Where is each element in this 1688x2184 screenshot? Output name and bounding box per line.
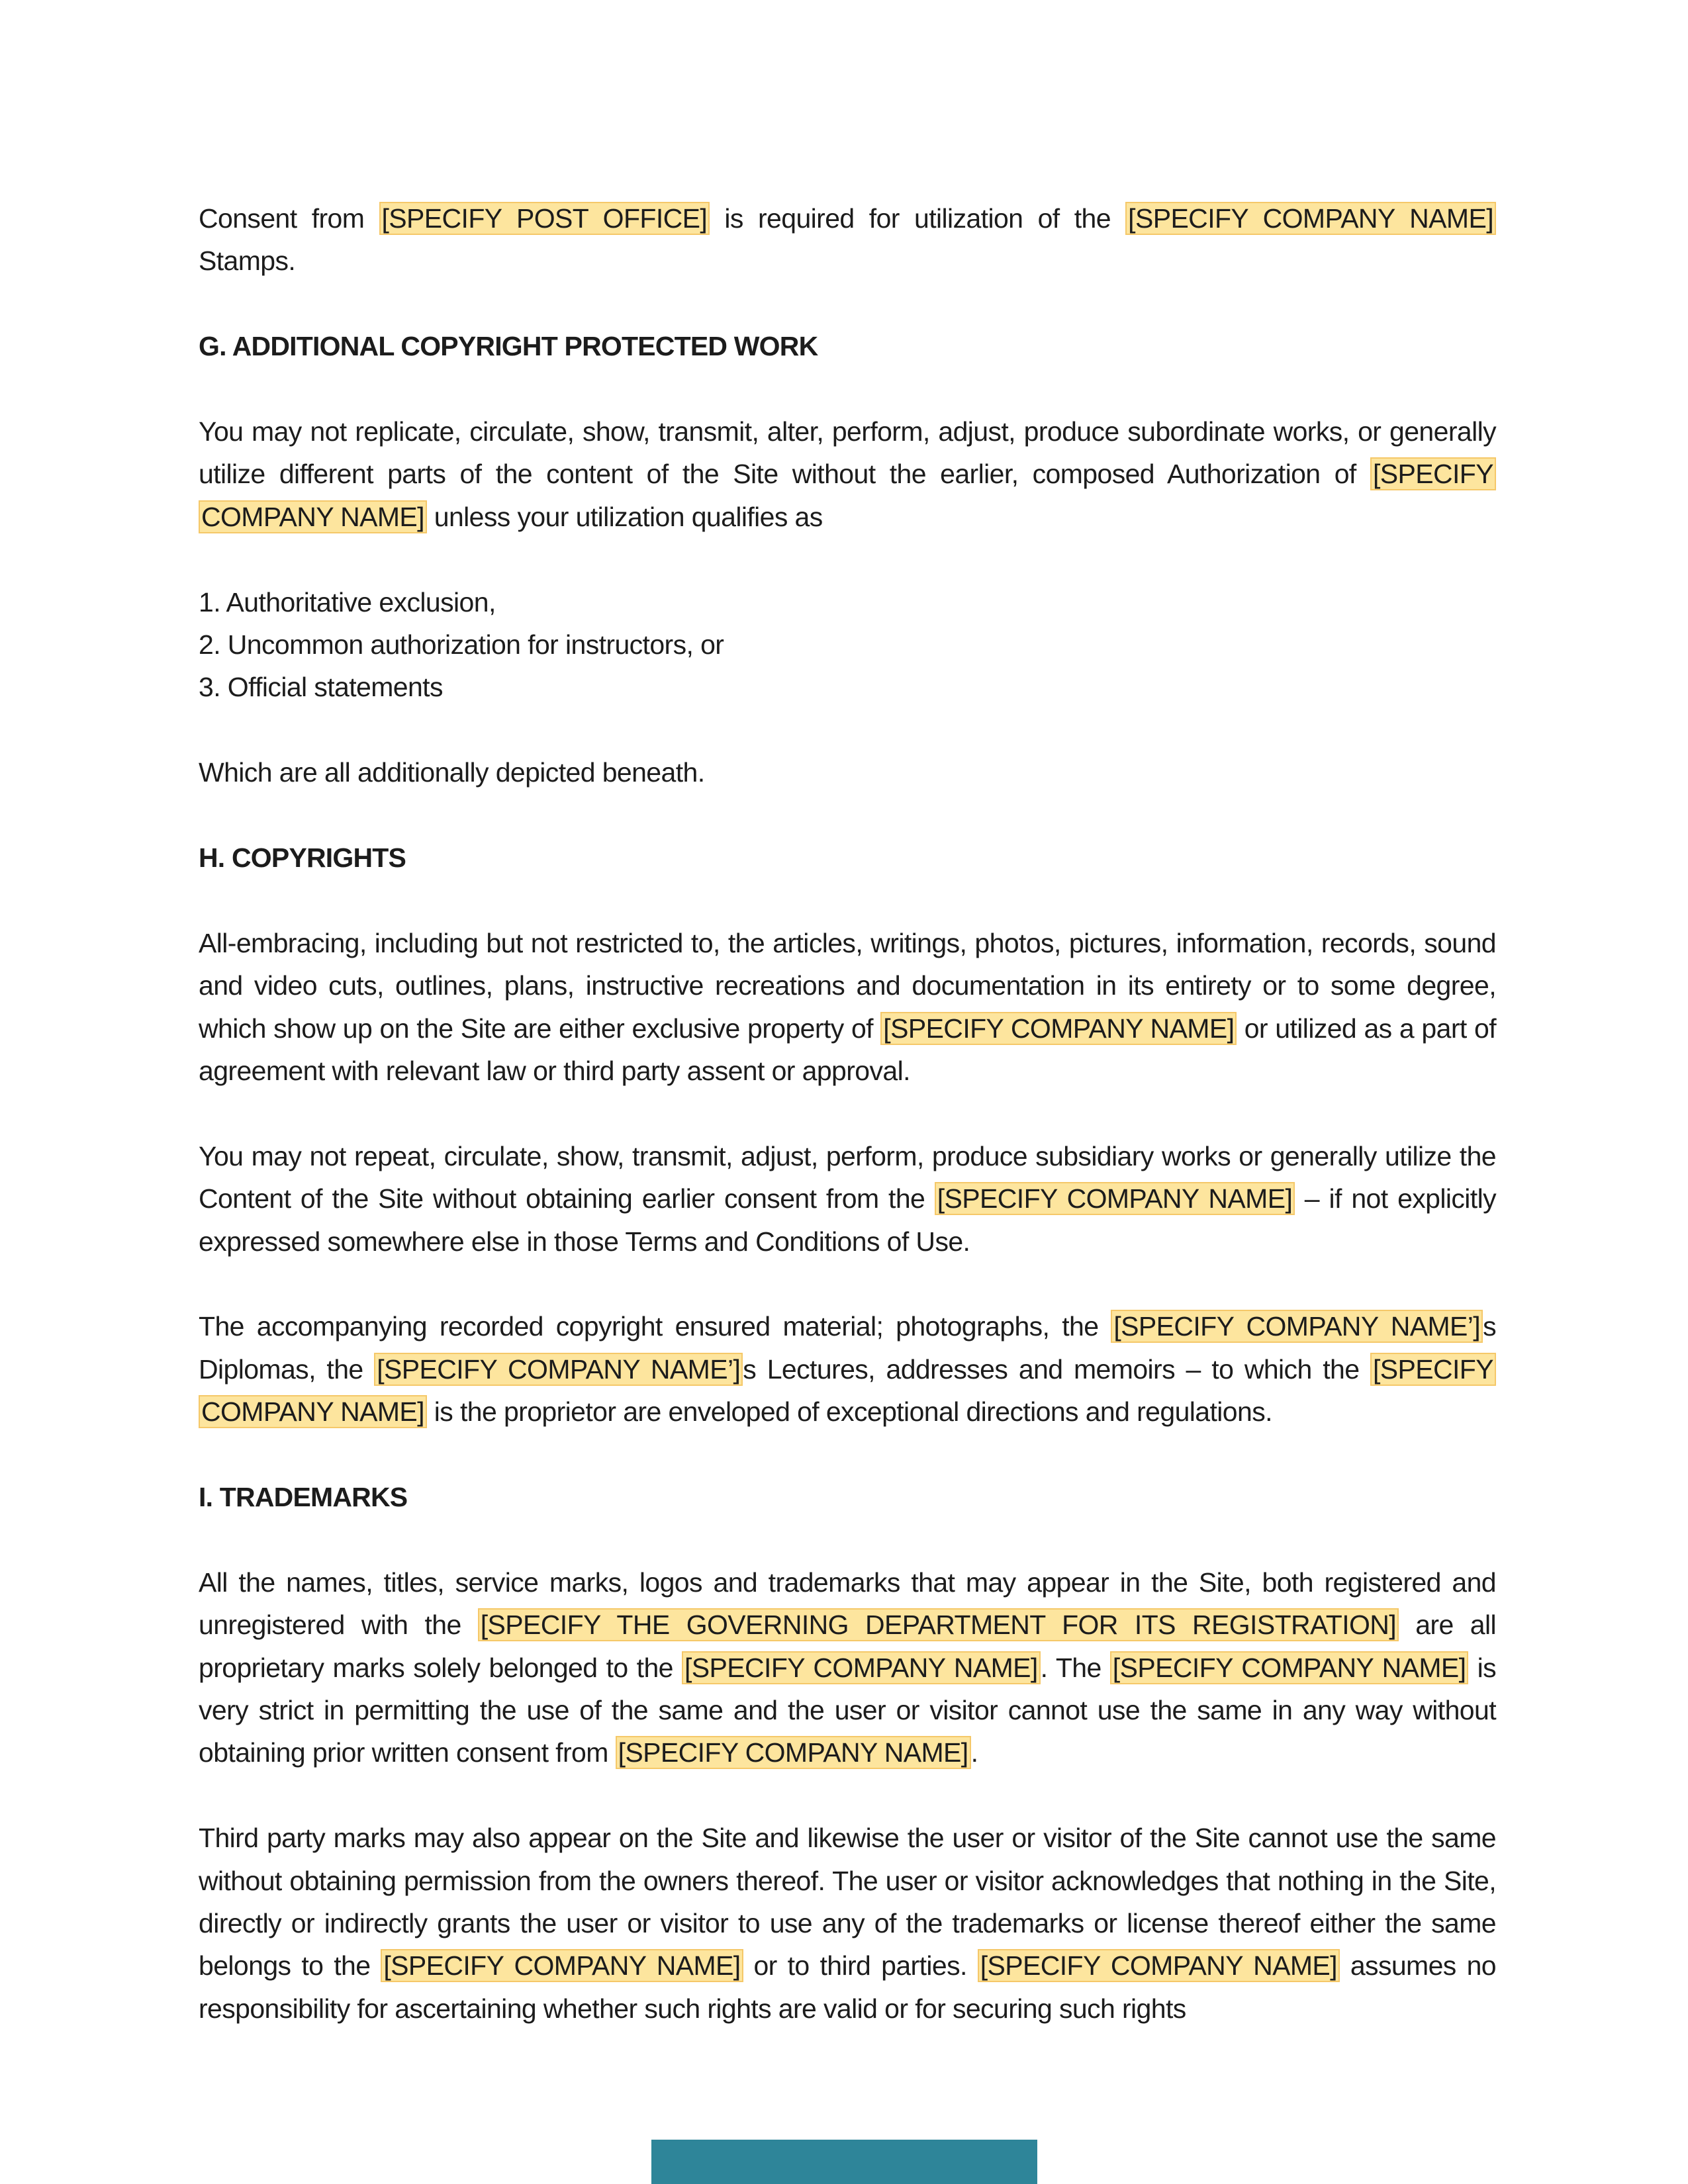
placeholder-highlight: [SPECIFY COMPANY NAME] bbox=[682, 1651, 1041, 1684]
document-body bbox=[199, 197, 1496, 2073]
placeholder-highlight: [SPECIFY THE GOVERNING DEPARTMENT FOR ITS REGISTRATION] bbox=[478, 1608, 1399, 1641]
paragraph-text: is the proprietor are enveloped of exceptional directions and regulations. bbox=[426, 1396, 1272, 1428]
paragraph-text: are all proprietary marks solely belonged to the bbox=[199, 1610, 1496, 1683]
placeholder-highlight: [SPECIFY COMPANY NAME] bbox=[935, 1182, 1295, 1215]
paragraph bbox=[199, 1305, 1496, 1433]
paragraph bbox=[199, 1561, 1496, 1774]
paragraph-text: Third party marks may also appear on the Site and likewise the user or visitor of the Site cannot use the same without obtaining permission from the owners thereof. The user or visitor acknowledges that nothing in the Site, directly or indirectly grants the user or visitor to use any of the trademarks or license thereof either the same belongs to the bbox=[199, 1823, 1496, 1981]
placeholder-highlight: [SPECIFY COMPANY NAME] bbox=[199, 457, 1496, 533]
paragraph-text: All the names, titles, service marks, logos and trademarks that may appear in the Site, both registered and unregistered with the bbox=[199, 1567, 1496, 1641]
paragraph-text: assumes no responsibility for ascertaining whether such rights are valid or for securing such rights bbox=[199, 1950, 1497, 2024]
paragraph-text: Stamps. bbox=[199, 246, 296, 277]
list-item: 1. Authoritative exclusion, bbox=[199, 586, 496, 617]
paragraph-text: You may not repeat, circulate, show, transmit, adjust, perform, produce subsidiary works or generally utilize the Content of the Site without obtaining earlier consent from the bbox=[199, 1140, 1496, 1214]
paragraph-text: . bbox=[970, 1737, 978, 1768]
placeholder-highlight: [SPECIFY COMPANY NAME] bbox=[381, 1949, 743, 1982]
footer-bar bbox=[651, 2140, 1037, 2184]
paragraph-text: Consent from bbox=[199, 203, 379, 234]
paragraph-text: Which are all additionally depicted beneath. bbox=[199, 757, 705, 788]
placeholder-highlight: [SPECIFY COMPANY NAME] bbox=[880, 1012, 1237, 1045]
paragraph-text: is very strict in permitting the use of the same and the user or visitor cannot use the same in any way without obtaining prior written consent from bbox=[199, 1652, 1496, 1768]
paragraph-text: or utilized as a part of agreement with relevant law or third party assent or approval. bbox=[199, 1013, 1497, 1087]
paragraph-text: or to third parties. bbox=[743, 1950, 978, 1981]
section-heading: I. TRADEMARKS bbox=[199, 1482, 408, 1513]
paragraph bbox=[199, 410, 1496, 538]
list-item: 2. Uncommon authorization for instructors, or bbox=[199, 629, 724, 660]
placeholder-highlight: [SPECIFY COMPANY NAME’] bbox=[1111, 1310, 1483, 1343]
list-item: 3. Official statements bbox=[199, 672, 443, 703]
placeholder-highlight: [SPECIFY COMPANY NAME] bbox=[978, 1949, 1340, 1982]
paragraph-text: – if not explicitly expressed somewhere else in those Terms and Conditions of Use. bbox=[199, 1183, 1497, 1257]
paragraph bbox=[199, 751, 1496, 794]
paragraph bbox=[199, 1817, 1496, 2030]
placeholder-highlight: [SPECIFY POST OFFICE] bbox=[379, 202, 710, 235]
paragraph-text: . The bbox=[1040, 1652, 1110, 1683]
paragraph-text: s Diplomas, the bbox=[199, 1311, 1496, 1385]
placeholder-highlight: [SPECIFY COMPANY NAME] bbox=[199, 1353, 1496, 1428]
paragraph-text: is required for utilization of the bbox=[710, 203, 1126, 234]
paragraph bbox=[199, 1135, 1496, 1263]
section-heading: G. ADDITIONAL COPYRIGHT PROTECTED WORK bbox=[199, 331, 818, 362]
paragraph bbox=[199, 922, 1496, 1093]
numbered-list bbox=[199, 581, 1496, 709]
paragraph-text: The accompanying recorded copyright ensured material; photographs, the bbox=[199, 1311, 1111, 1342]
placeholder-highlight: [SPECIFY COMPANY NAME] bbox=[1125, 202, 1496, 235]
placeholder-highlight: [SPECIFY COMPANY NAME] bbox=[1110, 1651, 1469, 1684]
paragraph-text: unless your utilization qualifies as bbox=[426, 501, 823, 532]
section-heading: H. COPYRIGHTS bbox=[199, 842, 406, 874]
placeholder-highlight: [SPECIFY COMPANY NAME] bbox=[616, 1736, 971, 1769]
paragraph-text: s Lectures, addresses and memoirs – to which the bbox=[743, 1353, 1370, 1385]
paragraph-text: You may not replicate, circulate, show, transmit, alter, perform, adjust, produce subordinate works, or generally utilize different parts of the content of the Site without the earlier, composed Authorization of bbox=[199, 416, 1496, 490]
paragraph bbox=[199, 197, 1496, 283]
paragraph-text: All-embracing, including but not restricted to, the articles, writings, photos, pictures, information, records, sound and video cuts, outlines, plans, instructive recreations and documentation in its entirety or to some degree, which show up on the Site are either exclusive property of bbox=[199, 927, 1496, 1044]
placeholder-highlight: [SPECIFY COMPANY NAME’] bbox=[374, 1353, 743, 1386]
